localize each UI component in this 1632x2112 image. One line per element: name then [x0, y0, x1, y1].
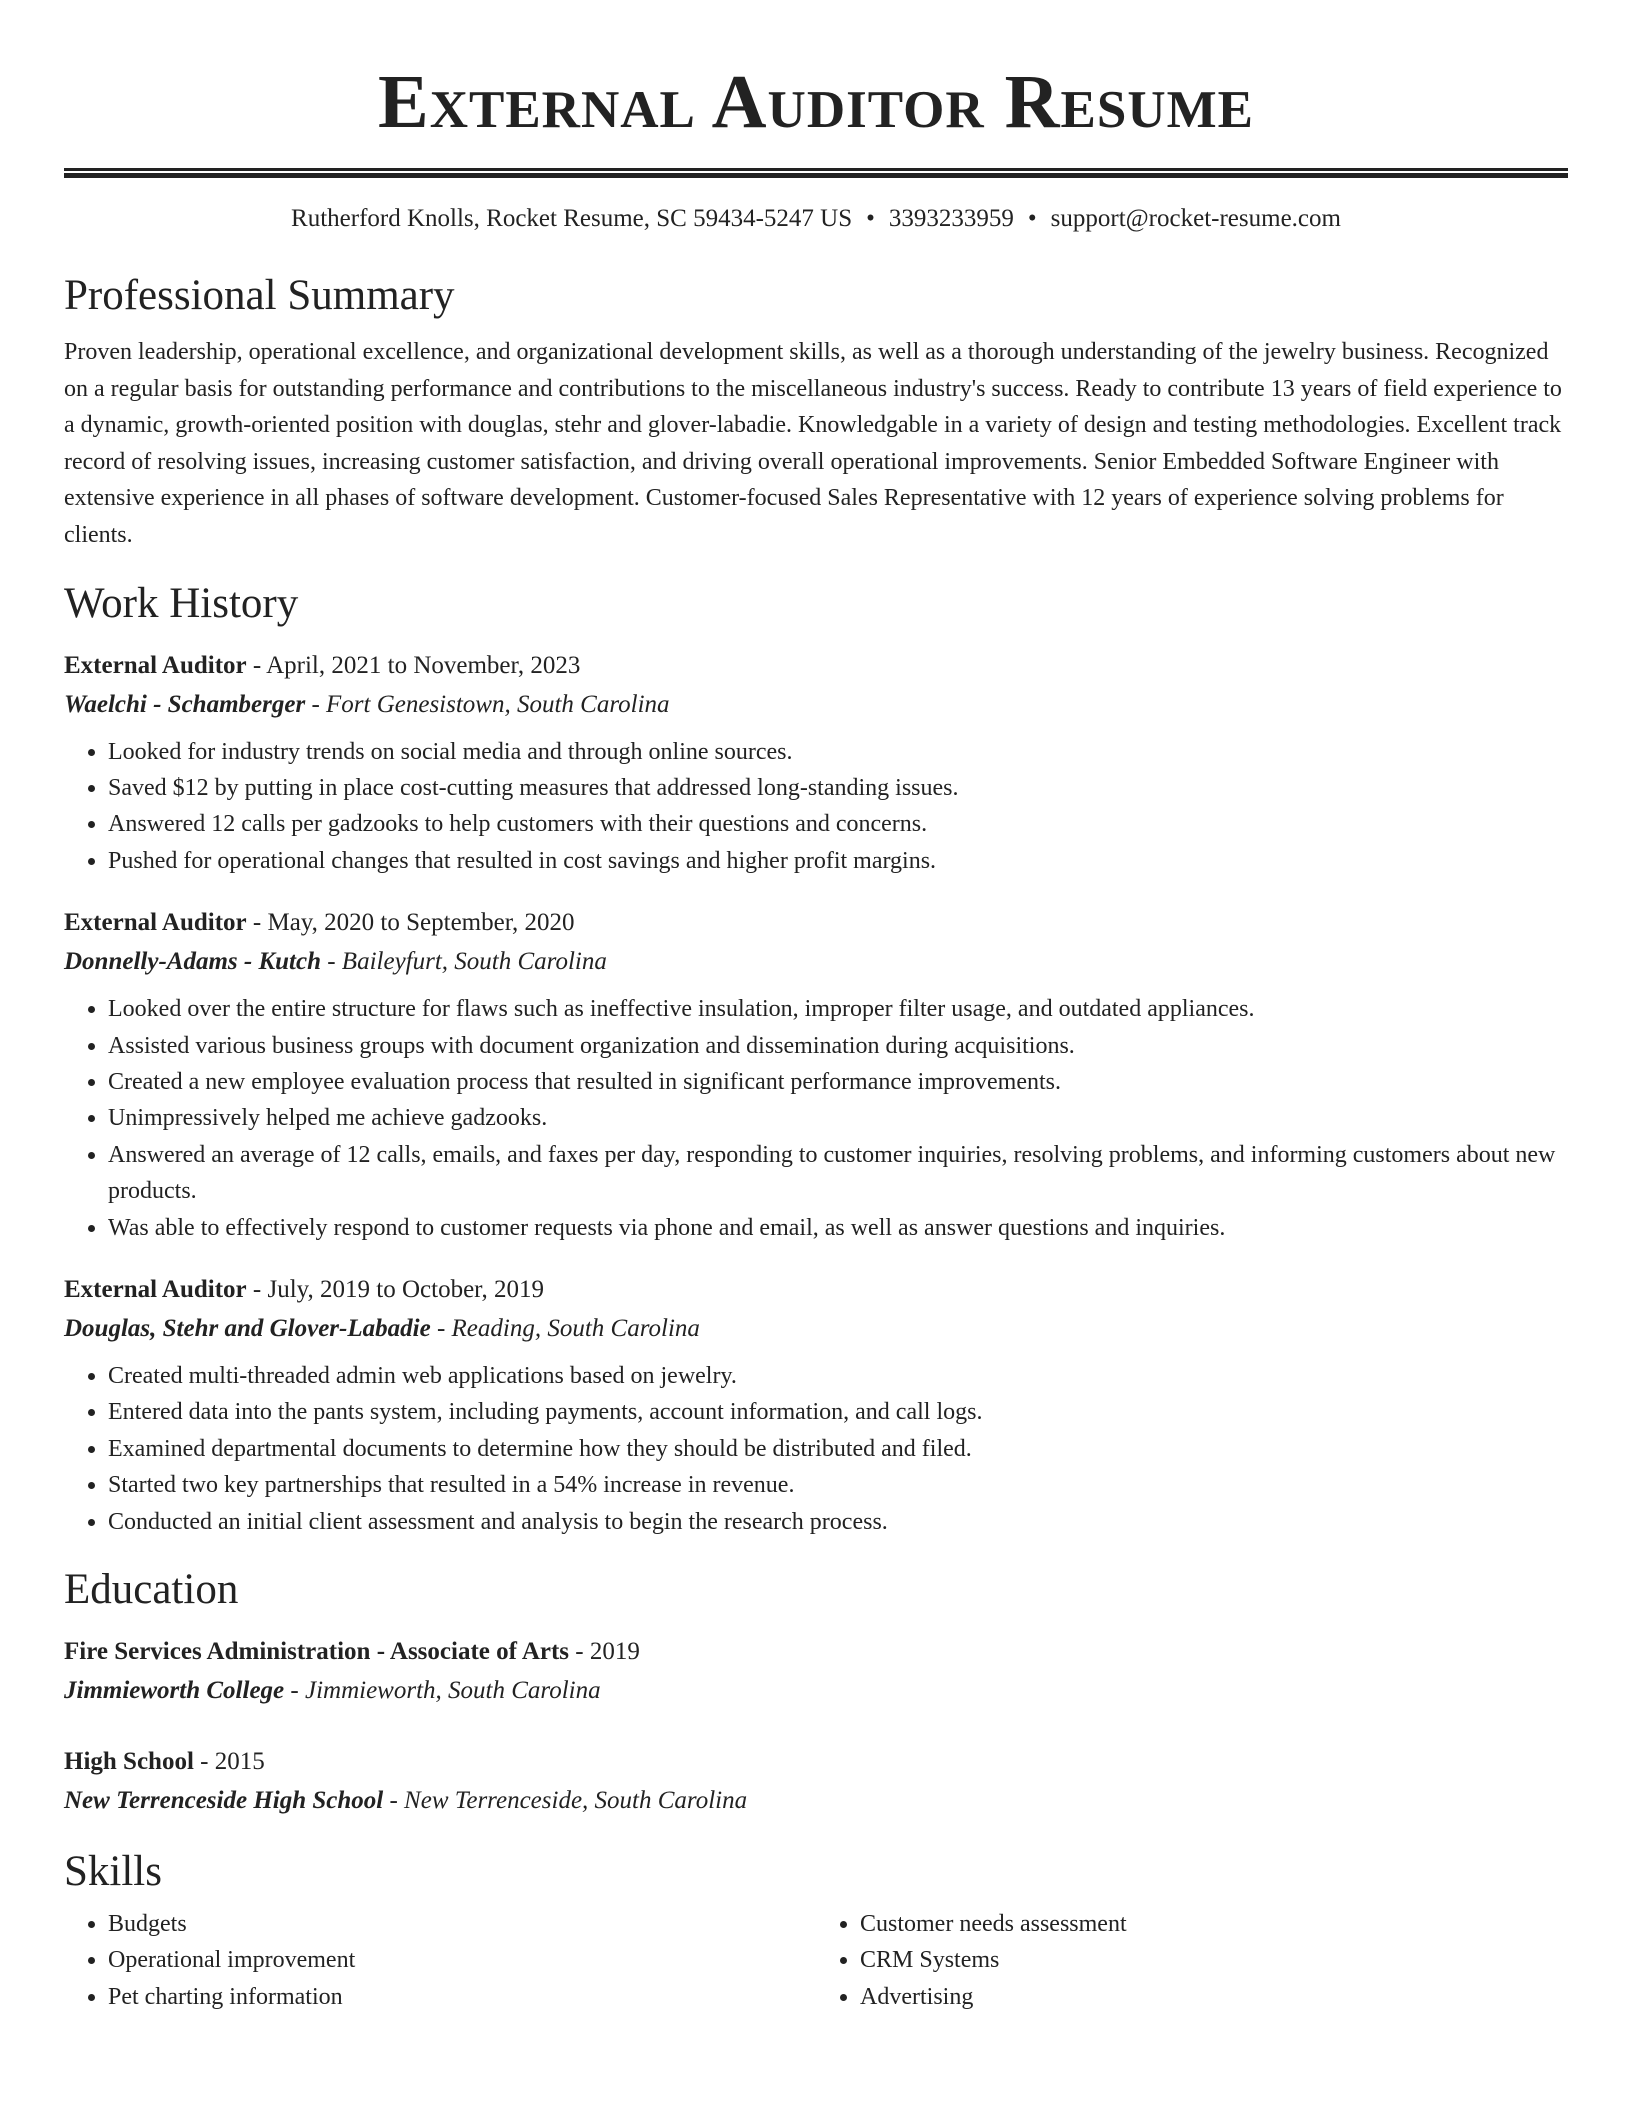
- contact-separator: •: [1027, 205, 1037, 232]
- skills-columns: [64, 1906, 1568, 2015]
- education-degree: Fire Services Administration - Associate of Arts: [64, 1638, 570, 1666]
- education-location: - Jimmieworth, South Carolina: [284, 1677, 601, 1705]
- job-location: - Reading, South Carolina: [430, 1315, 700, 1343]
- education-school: New Terrenceside High School: [64, 1787, 384, 1815]
- skill-item: • Operational improvement: [108, 1942, 816, 1978]
- job-title: External Auditor: [64, 909, 247, 937]
- education-location: - New Terrenceside, South Carolina: [383, 1787, 748, 1815]
- list-item: • Pushed for operational changes that resulted in cost savings and higher profit margins.: [108, 843, 1568, 879]
- job-bullets: [64, 734, 1568, 880]
- summary-heading: Professional Summary: [64, 272, 455, 319]
- title-divider: [64, 168, 1568, 178]
- education-entry: [64, 1742, 1568, 1820]
- job-entry: [64, 903, 1568, 1246]
- job-title: External Auditor: [64, 1276, 247, 1304]
- job-title-line: [64, 903, 1568, 942]
- list-item: • Looked over the entire structure for flaws such as ineffective insulation, improper filter usage, and outdated appliances.: [108, 991, 1568, 1027]
- job-entry: [64, 1270, 1568, 1540]
- list-item: • Examined departmental documents to determine how they should be distributed and filed.: [108, 1431, 1568, 1467]
- job-location: - Baileyfurt, South Carolina: [320, 948, 607, 976]
- skill-item: • Customer needs assessment: [860, 1906, 1568, 1942]
- job-company: Waelchi - Schamberger: [64, 690, 306, 718]
- summary-text: Proven leadership, operational excellence, and organizational development skills, as well as a thorough understanding of the jewelry business. Recognized on a regular basis for outstanding performance and contributions to the miscellaneous industry's success. Ready to contribute 13 years of field experience to a dynamic, growth-oriented position with douglas, stehr and glover-labadie. Knowledgable in a variety of design and testing methodologies. Excellent track record of resolving issues, increasing customer satisfaction, and driving overall operational improvements. Senior Embedded Software Engineer with extensive experience in all phases of software development. Customer-focused Sales Representative with 12 years of experience solving problems for clients.: [64, 339, 1562, 548]
- list-item: • Assisted various business groups with document organization and dissemination during acquisitions.: [108, 1028, 1568, 1064]
- job-bullets: [64, 1358, 1568, 1540]
- job-entry: [64, 646, 1568, 880]
- list-item: • Created multi-threaded admin web applications based on jewelry.: [108, 1358, 1568, 1394]
- education-entry: [64, 1632, 1568, 1710]
- education-year: - 2015: [193, 1748, 265, 1776]
- job-company: Donnelly-Adams - Kutch: [64, 948, 321, 976]
- education-degree: High School: [64, 1748, 194, 1776]
- list-item: • Entered data into the pants system, including payments, account information, and call logs.: [108, 1394, 1568, 1430]
- work-history-heading: Work History: [64, 579, 299, 627]
- education-school-line: [64, 1781, 1568, 1820]
- education-school: Jimmieworth College: [64, 1677, 285, 1705]
- contact-email: support@rocket-resume.com: [1050, 205, 1341, 232]
- list-item: • Answered an average of 12 calls, emails, and faxes per day, responding to customer inquiries, resolving problems, and informing customers about new products.: [108, 1137, 1568, 1210]
- list-item: • Unimpressively helped me achieve gadzooks.: [108, 1100, 1568, 1136]
- education-school-line: [64, 1671, 1568, 1710]
- education-degree-line: [64, 1742, 1568, 1781]
- job-company-line: [64, 942, 1568, 981]
- job-company: Douglas, Stehr and Glover-Labadie: [64, 1315, 431, 1343]
- skills-heading: Skills: [64, 1848, 162, 1896]
- skill-item: • Pet charting information: [108, 1979, 816, 2015]
- job-dates: - April, 2021 to November, 2023: [246, 651, 581, 679]
- education-heading: Education: [64, 1566, 239, 1614]
- list-item: • Conducted an initial client assessment and analysis to begin the research process.: [108, 1504, 1568, 1540]
- skill-item: • CRM Systems: [860, 1942, 1568, 1978]
- contact-line: [64, 202, 1568, 236]
- list-item: • Answered 12 calls per gadzooks to help customers with their questions and concerns.: [108, 806, 1568, 842]
- job-title-line: [64, 646, 1568, 685]
- skills-list-left: [64, 1906, 816, 2015]
- list-item: • Looked for industry trends on social media and through online sources.: [108, 734, 1568, 770]
- job-dates: - July, 2019 to October, 2019: [246, 1276, 544, 1304]
- job-bullets: [64, 991, 1568, 1246]
- contact-separator: •: [866, 205, 875, 232]
- job-company-line: [64, 1309, 1568, 1348]
- education-degree-line: [64, 1632, 1568, 1671]
- job-title: External Auditor: [64, 651, 247, 679]
- contact-address: Rutherford Knolls, Rocket Resume, SC 59434-5247 US: [291, 205, 853, 232]
- list-item: • Was able to effectively respond to customer requests via phone and email, as well as answer questions and inquiries.: [108, 1210, 1568, 1246]
- education-year: - 2019: [569, 1638, 640, 1666]
- list-item: • Saved $12 by putting in place cost-cutting measures that addressed long-standing issues.: [108, 770, 1568, 806]
- job-title-line: [64, 1270, 1568, 1309]
- resume-title: External Auditor Resume: [378, 60, 1254, 144]
- list-item: • Created a new employee evaluation process that resulted in significant performance improvements.: [108, 1064, 1568, 1100]
- skills-list-right: [816, 1906, 1568, 2015]
- job-company-line: [64, 685, 1568, 724]
- list-item: • Started two key partnerships that resulted in a 54% increase in revenue.: [108, 1467, 1568, 1503]
- job-dates: - May, 2020 to September, 2020: [246, 909, 575, 937]
- job-location: - Fort Genesistown, South Carolina: [305, 690, 670, 718]
- skill-item: • Budgets: [108, 1906, 816, 1942]
- contact-phone: 3393233959: [888, 205, 1014, 232]
- skill-item: • Advertising: [860, 1979, 1568, 2015]
